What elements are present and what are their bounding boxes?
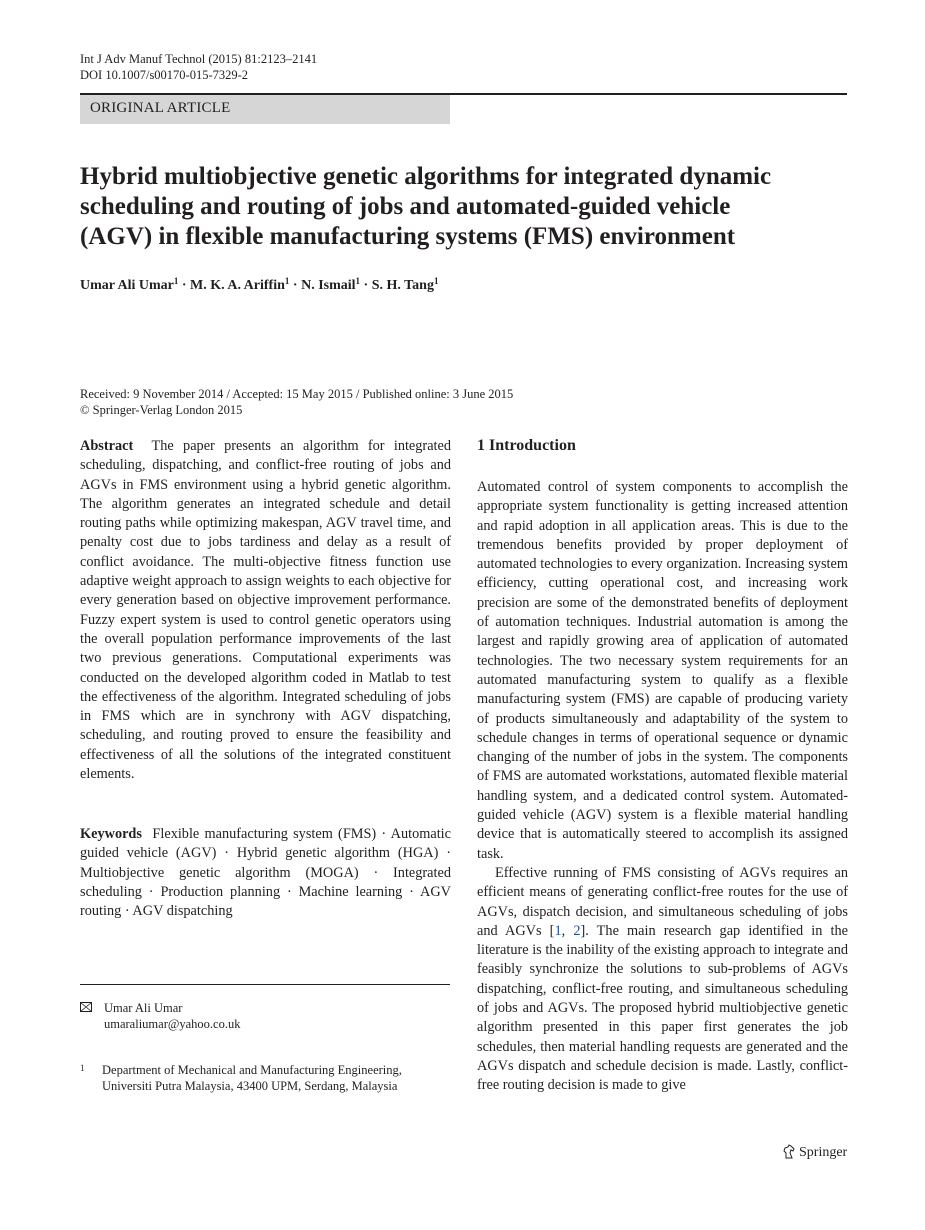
paragraph — [477, 864, 848, 1096]
paragraph: Automated control of system components to accomplish the appropriate system functionality is getting increased attention and rapid adoption in all application areas. This is due to the tremendous benefits provided by proper deployment of automated technologies to every organization. Increasing system efficiency, cutting operational cost, and increasing work precision are some of the demonstrated benefits of deployment of automation techniques. Industrial automation is among the largest and rapidly growing area of application of automated technologies. The two necessary system requirements for an automated manufacturing system to qualify as a flexible manufacturing system (FMS) are capable of producing variety of products simultaneously and adaptability of the system to schedule changes in terms of operational sequence or dynamic changing of the number of jobs in the system. The components of FMS are automated workstations, automated flexible material handling system, and a dedicated control system. Automated-guided vehicle (AGV) system is a flexible material handling device that is automatically steered to accomplish its assigned task. — [477, 479, 848, 862]
author-separator: · — [178, 278, 191, 293]
author-separator: · — [360, 278, 372, 293]
journal-info — [80, 51, 317, 83]
abstract — [80, 437, 451, 784]
title-line: (AGV) in flexible manufacturing systems (FMS) environment — [80, 223, 736, 250]
corresponding-email[interactable]: umaraliumar@yahoo.co.uk — [104, 1017, 241, 1031]
affiliation-line: Department of Mechanical and Manufacturing Engineering, — [102, 1063, 402, 1077]
publisher-footer — [783, 1144, 847, 1161]
abstract-text: The paper presents an algorithm for integrated scheduling, dispatching, and conflict-free routing of jobs and AGVs in FMS environment using a hybrid genetic algorithm. The algorithm generates an integrated schedule and detail routing paths while optimizing makespan, AGV travel time, and penalty cost due to jobs tardiness and delay as a result of conflict avoidance. The multi-objective fitness function use adaptive weight approach to assign weights to each objective for every generation based on objective improvement performance. Fuzzy expert system is used to control genetic operators using the overall population performance improvements of the last two previous generations. Computational experiments was conducted on the developed algorithm coded in Matlab to test the effectiveness of the algorithm. Integrated scheduling of jobs in FMS which are in synchrony with AGV dispatching, scheduling, and routing proved to ensure the feasibility and effectiveness of all the solutions of the integrated constituent elements. — [80, 438, 452, 783]
springer-horse-icon — [783, 1144, 796, 1159]
paragraph-text: ]. The main research gap identified in the literature is the inability of the existing approach to integrate and feasibly synchronize the solutions to sub-problems of AGVs dispatching, conflict-free routing, and simultaneous scheduling of jobs and AGVs. The proposed hybrid multiobjective genetic algorithm presented in this paper first generates the job schedules, then material handling requests are generated and the AGVs dispatch and schedule decision is made. Lastly, conflict-free routing decision is made to give — [477, 922, 848, 1094]
citation-link[interactable]: 1 — [554, 922, 562, 939]
footnote-rule — [80, 984, 450, 985]
citation-link[interactable]: 2 — [573, 922, 581, 939]
doi[interactable]: DOI 10.1007/s00170-015-7329-2 — [80, 68, 249, 82]
author-affiliation-mark: 1 — [355, 276, 361, 286]
keywords-text: Flexible manufacturing system (FMS) · Automatic guided vehicle (AGV) · Hybrid genetic algorithm (HGA) · Multiobjective genetic algorithm (MOGA) · Integrated scheduling · Production planning · Machine learning · AGV routing · AGV dispatching — [80, 826, 451, 920]
author-name[interactable]: Umar Ali Umar — [80, 278, 174, 293]
journal-citation: Int J Adv Manuf Technol (2015) 81:2123–2141 — [80, 52, 318, 66]
affiliation-number: 1 — [80, 1063, 85, 1073]
publisher-name: Springer — [799, 1145, 848, 1160]
author-affiliation-mark: 1 — [433, 276, 439, 286]
article-type: ORIGINAL ARTICLE — [90, 100, 231, 116]
author-affiliation-mark: 1 — [173, 276, 179, 286]
envelope-icon — [80, 1000, 92, 1016]
abstract-label: Abstract — [80, 438, 134, 454]
keywords — [80, 825, 451, 921]
paper-title — [80, 162, 860, 252]
corresponding-author: Umar Ali Umar — [104, 1001, 183, 1015]
title-line: scheduling and routing of jobs and automated-guided vehicle — [80, 193, 731, 220]
publication-dates — [80, 386, 513, 418]
title-line: Hybrid multiobjective genetic algorithms for integrated dynamic — [80, 163, 772, 190]
article-type-banner — [80, 95, 450, 124]
author-name[interactable]: N. Ismail — [301, 278, 356, 293]
correspondence — [80, 1000, 241, 1031]
affiliation-line: Universiti Putra Malaysia, 43400 UPM, Serdang, Malaysia — [102, 1079, 398, 1093]
author-name[interactable]: S. H. Tang — [371, 278, 434, 293]
author-separator: · — [289, 278, 302, 293]
copyright: © Springer-Verlag London 2015 — [80, 403, 243, 417]
keywords-label: Keywords — [80, 826, 142, 842]
author-list — [80, 278, 438, 294]
citation-separator: , — [561, 922, 574, 939]
section-heading-introduction: 1 Introduction — [477, 437, 576, 454]
author-name[interactable]: M. K. A. Ariffin — [190, 278, 285, 293]
paragraph-text: Effective running of FMS consisting of AGVs requires an efficient means of generating conflict-free routes for the use of AGVs, dispatch decision, and simultaneous scheduling of jobs and AGVs [ — [477, 864, 848, 939]
history-dates: Received: 9 November 2014 / Accepted: 15 May 2015 / Published online: 3 June 2015 — [80, 387, 514, 401]
introduction-body — [477, 478, 848, 1096]
author-affiliation-mark: 1 — [284, 276, 290, 286]
